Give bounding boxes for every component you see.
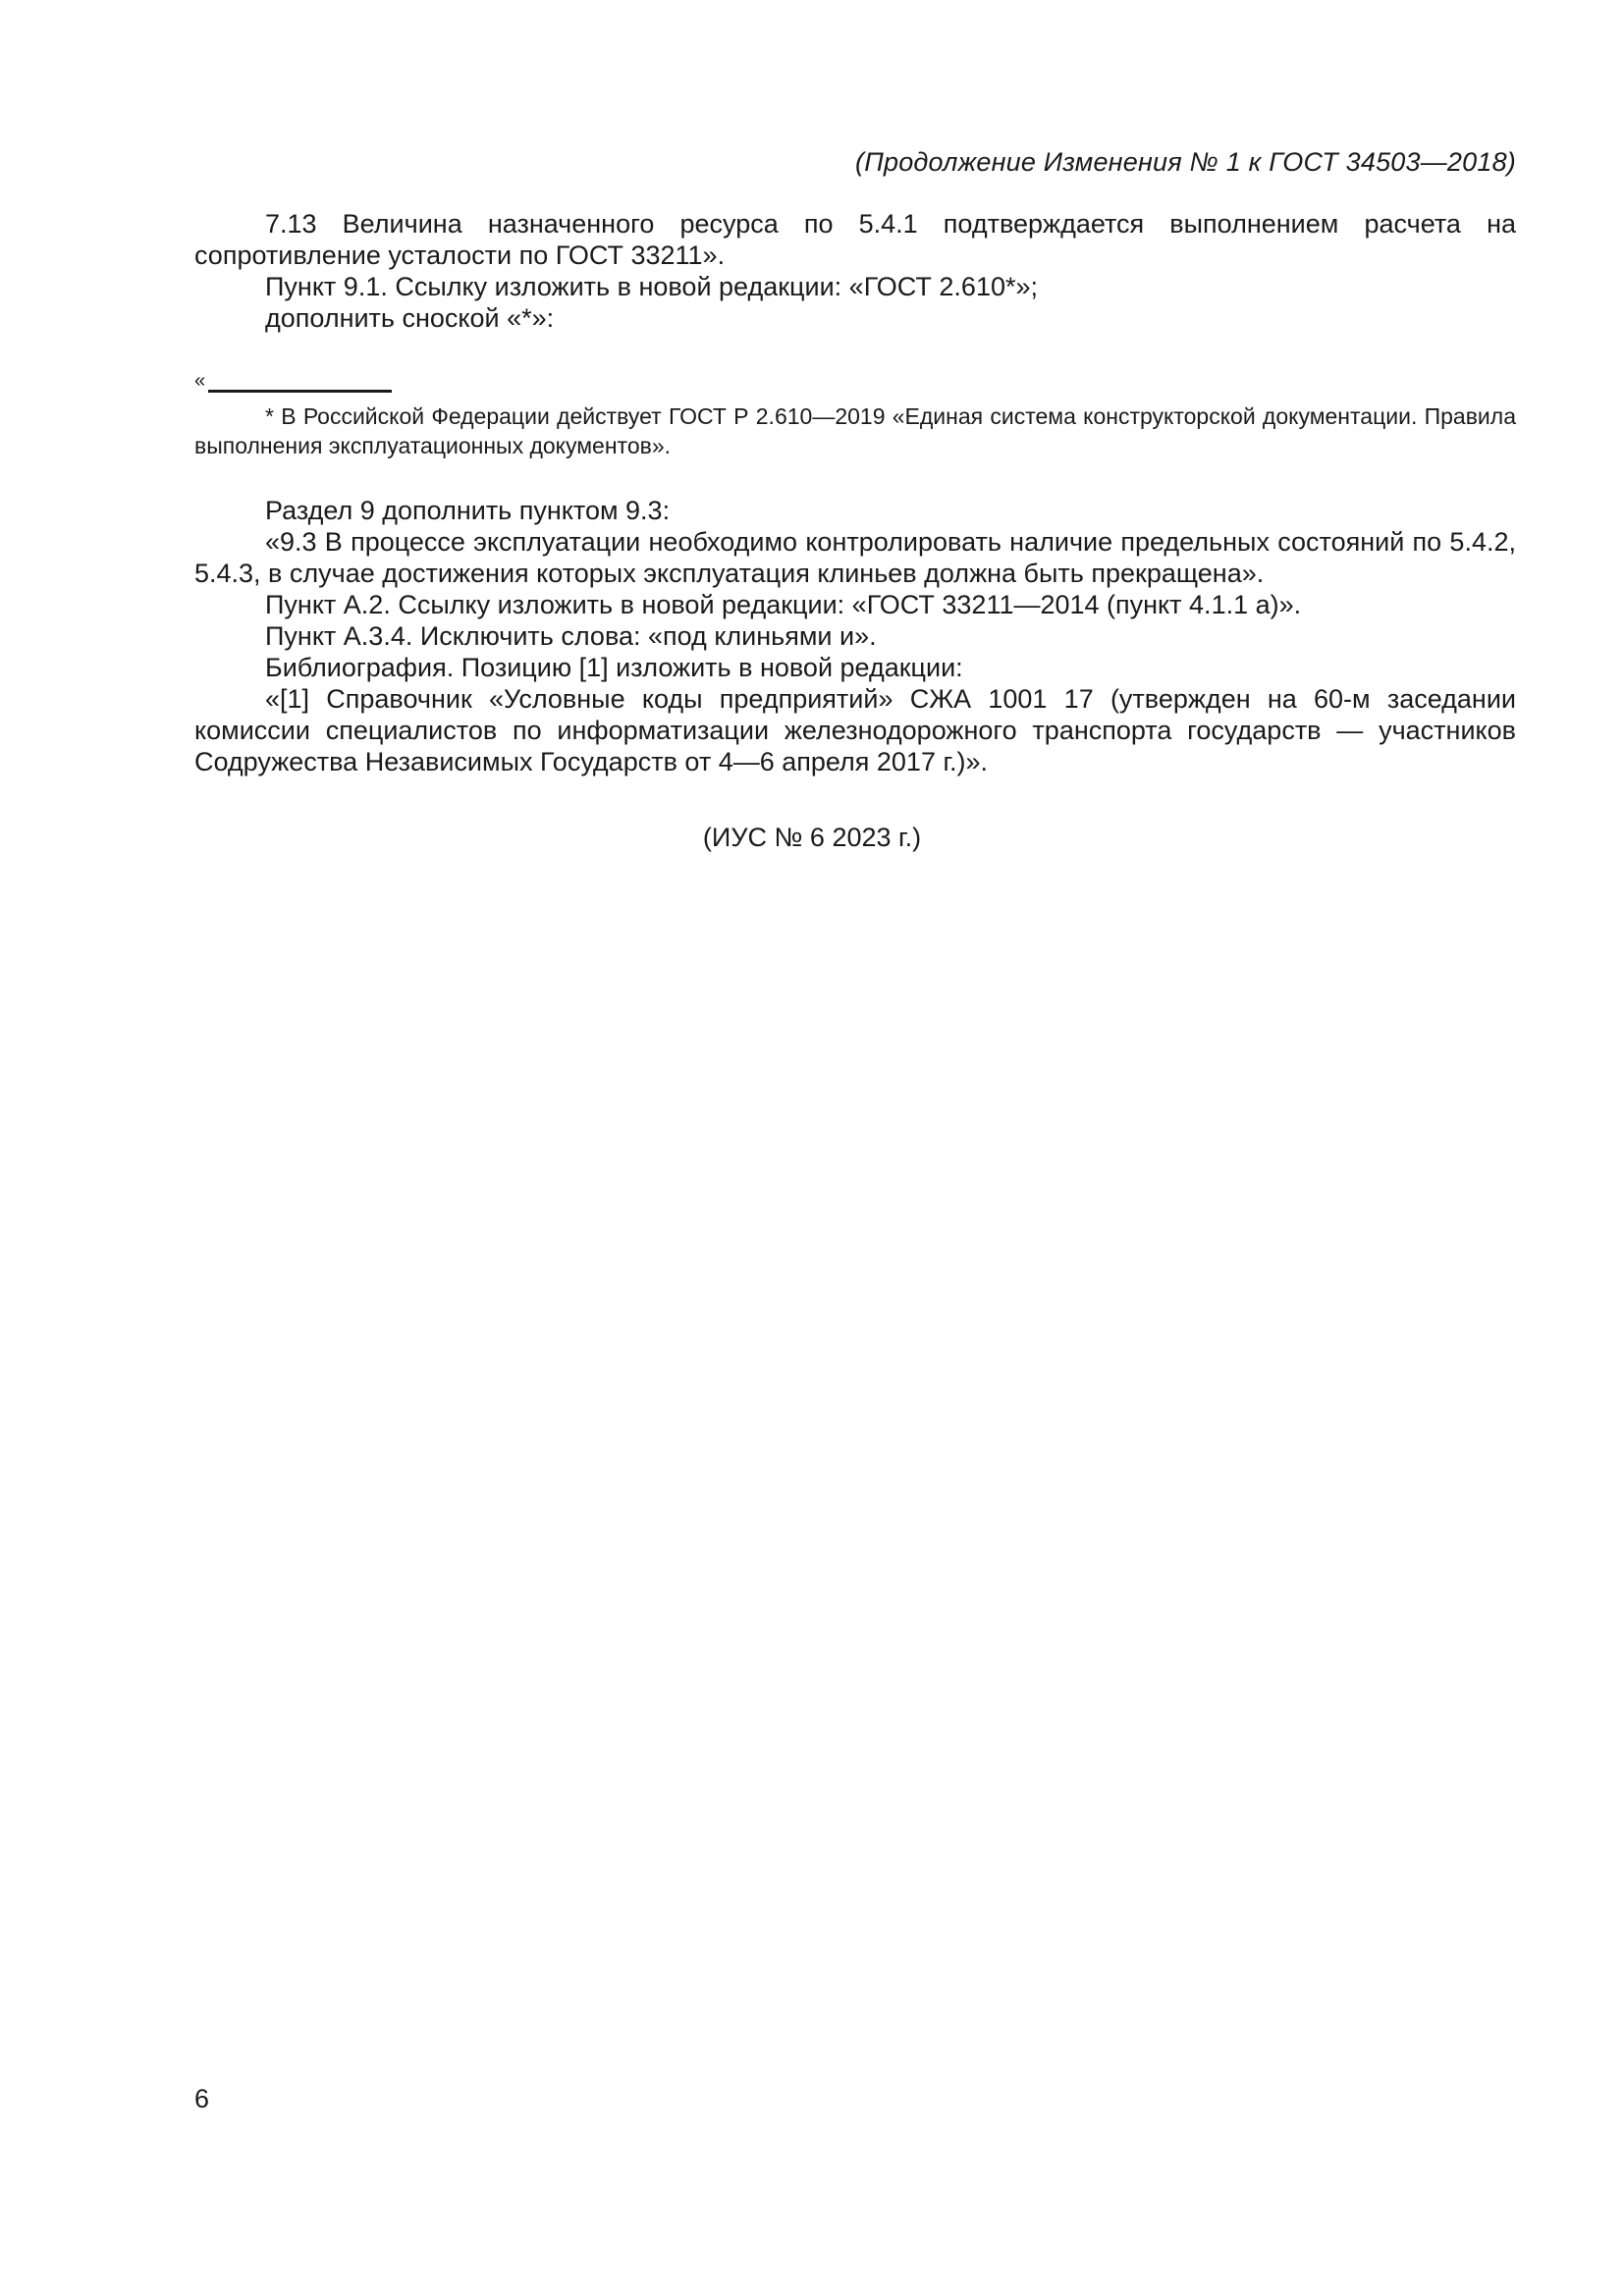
- paragraph-bibliography-item-1: «[1] Справочник «Условные коды предприятий» СЖА 1001 17 (утвержден на 60-м заседании комиссии специалистов по информатизации железнодорожного транспорта государств — участников Содружества Независимых Государств от 4—6 апреля 2017 г.)».: [194, 684, 1516, 776]
- footnote-separator: [194, 370, 410, 396]
- body-block-top: [194, 208, 1516, 334]
- page-header-continuation: (Продолжение Изменения № 1 к ГОСТ 34503—2018): [855, 147, 1516, 177]
- paragraph-add-footnote: дополнить сноской «*»:: [265, 303, 555, 333]
- footnote-rule: [208, 390, 392, 393]
- paragraph-7-13: 7.13 Величина назначенного ресурса по 5.4.1 подтверждается выполнением расчета на сопротивление усталости по ГОСТ 33211».: [194, 209, 1516, 270]
- paragraph-9-1: Пункт 9.1. Ссылку изложить в новой редакции: «ГОСТ 2.610*»;: [265, 272, 1038, 301]
- footnote-open-quote: «: [194, 370, 206, 392]
- footnote: [194, 401, 1516, 460]
- page-number: 6: [194, 2084, 210, 2113]
- paragraph-a-2: Пункт А.2. Ссылку изложить в новой редакции: «ГОСТ 33211—2014 (пункт 4.1.1 а)».: [265, 590, 1302, 619]
- paragraph-section-9: Раздел 9 дополнить пунктом 9.3:: [265, 496, 671, 525]
- paragraph-9-3: «9.3 В процессе эксплуатации необходимо контролировать наличие предельных состояний по 5.4.2, 5.4.3, в случае достижения которых эксплуатация клиньев должна быть прекращена».: [194, 527, 1516, 588]
- paragraph-a-3-4: Пункт А.3.4. Исключить слова: «под клиньями и».: [265, 621, 877, 651]
- ius-reference: (ИУС № 6 2023 г.): [702, 823, 922, 852]
- body-block-bottom: [194, 495, 1516, 777]
- footnote-text: * В Российской Федерации действует ГОСТ Р 2.610—2019 «Единая система конструкторской документации. Правила выполнения эксплуатационных документов».: [194, 403, 1516, 458]
- paragraph-bibliography: Библиография. Позицию [1] изложить в новой редакции:: [265, 653, 963, 682]
